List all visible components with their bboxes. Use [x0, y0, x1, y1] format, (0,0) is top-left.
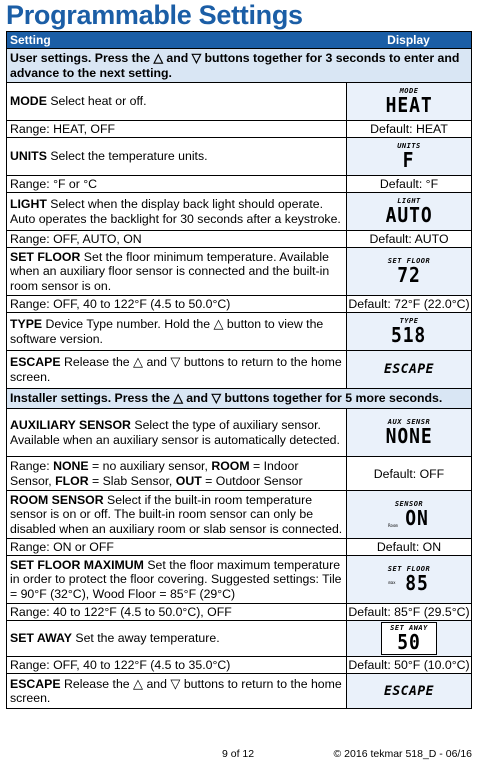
row-description [7, 674, 346, 708]
down-button-icon: ▽ [170, 354, 181, 369]
lcd-display [383, 88, 435, 115]
row-description [7, 556, 346, 603]
table-row-type [7, 312, 471, 350]
range-text: Range: OFF, 40 to 122°F (4.5 to 50.0°C) [10, 296, 231, 311]
range-text: Range: ON or OFF [10, 539, 114, 554]
option-out: OUT [175, 473, 202, 488]
display-cell [346, 674, 471, 708]
up-button-icon: △ [213, 316, 224, 331]
default-text: Default: OFF [346, 457, 471, 490]
setting-text: Select if the built-in room temperature sensor is on or off. The built-in room sensor can only be disabled when an auxiliary room or slab sensor is connected. [10, 492, 343, 536]
lcd-value: F [403, 148, 415, 172]
default-text: Default: 72°F (22.0°C) [346, 296, 471, 312]
row-description [7, 138, 346, 175]
lcd-label: MODE [399, 87, 419, 95]
lcd-value: ESCAPE [384, 362, 434, 377]
setting-name: AUXILIARY SENSOR [10, 418, 131, 432]
display-cell [346, 193, 471, 230]
setting-name: ESCAPE [10, 676, 61, 691]
setting-text: and [143, 676, 171, 691]
table-row-set-away [7, 620, 471, 656]
range-label: = Indoor Sensor, [10, 459, 299, 488]
table-row-set-floor-range [7, 295, 471, 312]
page-footer [0, 746, 478, 766]
setting-text: buttons to return to the home screen. [10, 676, 342, 705]
default-text: Default: 85°F (29.5°C) [346, 604, 471, 620]
default-text: Default: ON [346, 539, 471, 555]
lcd-value: 72 [397, 263, 421, 287]
default-text: Default: AUTO [346, 231, 471, 247]
lcd-display [388, 566, 430, 593]
table-row-light [7, 192, 471, 230]
table-row-aux-range [7, 456, 471, 490]
copyright: © 2016 tekmar 518_D - 06/16 [333, 748, 472, 760]
lcd-value-row [388, 573, 429, 593]
setting-name: ROOM SENSOR [10, 492, 104, 507]
setting-text: and [143, 355, 171, 369]
display-cell [346, 83, 471, 120]
display-cell [346, 556, 471, 603]
setting-text: buttons to return to the home screen. [10, 355, 342, 384]
lcd-display [397, 143, 421, 170]
range-text: Range: OFF, 40 to 122°F (4.5 to 35.0°C) [10, 657, 231, 672]
installer-settings-section: Installer settings. Press the △ and ▽ buttons together for 5 more seconds. [7, 388, 471, 408]
up-button-icon: △ [133, 354, 144, 369]
lcd-value-row [388, 508, 430, 528]
row-description [7, 351, 346, 388]
lcd-label: SET FLOOR [387, 257, 431, 265]
lcd-tiny-label: max [388, 580, 396, 585]
table-row-mode-range [7, 120, 471, 137]
settings-table [6, 31, 472, 709]
display-cell [346, 409, 471, 456]
range-text: Range: °F or °C [10, 176, 98, 191]
setting-text: Select heat or off. [46, 94, 147, 109]
option-room: ROOM [211, 459, 250, 473]
lcd-display [381, 622, 437, 655]
range-label: Range: [10, 459, 54, 473]
user-settings-section: User settings. Press the △ and ▽ buttons together for 3 seconds to enter and advance to the next setting. [7, 48, 471, 82]
default-text: Default: 50°F (10.0°C) [346, 657, 471, 673]
table-row-set-floor [7, 247, 471, 295]
row-description [7, 248, 346, 295]
setting-text: Set the floor maximum temperature in order to protect the floor covering. Suggested settings: Tile = 90°F (32°C), Wood Floor = 85°F (29°C) [10, 557, 342, 601]
row-description [7, 193, 346, 230]
setting-name: SET FLOOR MAXIMUM [10, 557, 144, 572]
table-row-floor-max-range [7, 603, 471, 620]
row-description [7, 83, 346, 120]
setting-text: Release the [60, 676, 134, 691]
range-label: = Outdoor Sensor [201, 473, 303, 488]
row-description [7, 313, 346, 350]
lcd-value: 85 [404, 571, 429, 595]
table-row-aux-sensor [7, 408, 471, 456]
option-flor: FLOR [55, 473, 89, 488]
setting-text: Select when the display back light should operate. Auto operates the backlight for 30 seconds after a keystroke. [10, 197, 341, 226]
lcd-display [383, 198, 435, 225]
lcd-value: ON [405, 506, 429, 530]
lcd-display [384, 685, 434, 698]
page-title: Programmable Settings [6, 0, 472, 30]
row-description [7, 409, 346, 456]
display-cell [346, 313, 471, 350]
lcd-value: NONE [385, 424, 433, 448]
display-cell [346, 351, 471, 388]
table-row-light-range [7, 230, 471, 247]
page-number: 9 of 12 [222, 748, 255, 760]
lcd-display [389, 318, 428, 345]
lcd-label: SENSOR [394, 500, 424, 508]
table-header [7, 32, 471, 48]
lcd-value: 518 [391, 323, 427, 347]
lcd-display [388, 258, 430, 285]
lcd-label: SET FLOOR [387, 565, 431, 573]
header-setting: Setting [10, 33, 51, 47]
table-row-room-sensor [7, 490, 471, 538]
display-cell [346, 491, 471, 538]
table-row-units [7, 137, 471, 175]
table-row-away-range [7, 656, 471, 673]
row-description [7, 491, 346, 538]
range-text: Range: OFF, AUTO, ON [10, 231, 142, 246]
lcd-display [384, 363, 434, 376]
lcd-label: TYPE [399, 317, 419, 325]
row-description [7, 621, 346, 656]
lcd-value: 50 [397, 630, 421, 654]
setting-name: MODE [10, 94, 47, 109]
lcd-value: ESCAPE [384, 683, 434, 699]
lcd-label: LIGHT [397, 197, 421, 205]
table-row-mode [7, 82, 471, 120]
default-text: Default: °F [346, 176, 471, 192]
setting-text: Select the type of auxiliary sensor. Available when an auxiliary sensor is automatically detected. [10, 418, 340, 447]
setting-name: SET AWAY [10, 631, 72, 646]
setting-text: Select the temperature units. [46, 149, 208, 164]
setting-name: LIGHT [10, 197, 47, 211]
setting-name: SET FLOOR [10, 249, 81, 264]
lcd-value: HEAT [385, 93, 433, 117]
up-button-icon: △ [133, 675, 144, 691]
setting-text: Set the away temperature. [71, 631, 220, 646]
lcd-label: UNITS [397, 142, 421, 150]
display-cell [346, 621, 471, 656]
lcd-display [388, 501, 430, 528]
lcd-display [383, 419, 435, 446]
lcd-value: AUTO [385, 203, 433, 227]
lcd-label: SET AWAY [390, 624, 428, 632]
range-label: = Slab Sensor, [88, 473, 176, 488]
header-display: Display [387, 33, 430, 47]
down-button-icon: ▽ [170, 675, 181, 691]
display-cell [346, 248, 471, 295]
table-row-room-range [7, 538, 471, 555]
table-row-escape-installer [7, 673, 471, 709]
setting-text: Release the [60, 355, 134, 369]
range-label: = no auxiliary sensor, [88, 459, 212, 473]
setting-text: Device Type number. Hold the [42, 317, 214, 331]
setting-name: TYPE [10, 317, 43, 331]
table-row-units-range [7, 175, 471, 192]
range-text: Range: 40 to 122°F (4.5 to 50.0°C), OFF [10, 604, 232, 619]
setting-name: ESCAPE [10, 355, 61, 369]
table-row-escape [7, 350, 471, 388]
display-cell [346, 138, 471, 175]
table-row-floor-max [7, 555, 471, 603]
lcd-tiny-label: Room [388, 523, 398, 528]
range-text: Range: HEAT, OFF [10, 121, 116, 136]
setting-name: UNITS [10, 149, 47, 164]
option-none: NONE [53, 459, 89, 473]
setting-text: button to view the software version. [10, 317, 324, 346]
lcd-label: AUX SENSR [387, 418, 431, 426]
default-text: Default: HEAT [346, 121, 471, 137]
range-text [7, 457, 346, 490]
setting-text: Set the floor minimum temperature. Available when an auxiliary floor sensor is connected and the built-in room sensor is on. [10, 249, 330, 293]
